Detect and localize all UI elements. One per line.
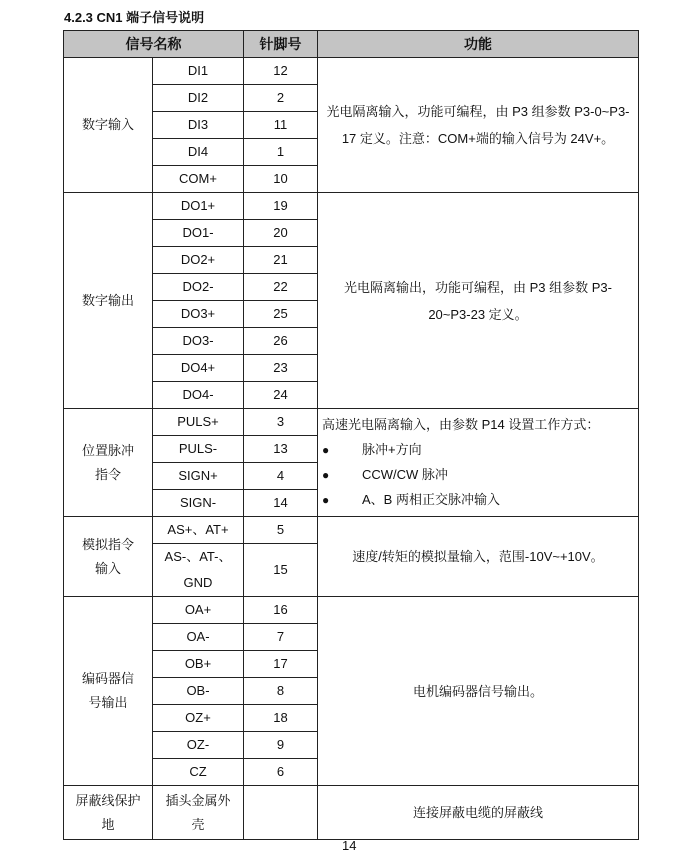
cn1-signal-table: [63, 30, 639, 840]
pin-number: 13: [244, 436, 318, 463]
pin-number: 18: [244, 705, 318, 732]
pin-number: 2: [244, 85, 318, 112]
pin-number: 14: [244, 490, 318, 517]
signal-name: DI1: [153, 58, 244, 85]
pin-number: 11: [244, 112, 318, 139]
digital-input-category: 数字输入: [64, 58, 153, 193]
pin-number: 24: [244, 382, 318, 409]
pulse-command-function: [318, 409, 639, 517]
pin-number: 3: [244, 409, 318, 436]
signal-name: PULS-: [153, 436, 244, 463]
pin-number: 9: [244, 732, 318, 759]
signal-name: DO4+: [153, 355, 244, 382]
pin-number: 17: [244, 651, 318, 678]
pin-number: 25: [244, 301, 318, 328]
bullet-item: [322, 438, 634, 463]
analog-command-function: 速度/转矩的模拟量输入，范围-10V~+10V。: [318, 517, 639, 597]
encoder-output-category: 编码器信号输出: [64, 597, 153, 786]
signal-name: CZ: [153, 759, 244, 786]
signal-name: DO2-: [153, 274, 244, 301]
analog-command-category: 模拟指令输入: [64, 517, 153, 597]
bullet-item: [322, 463, 634, 488]
bullet-icon: ●: [322, 493, 330, 507]
shield-function: 连接屏蔽电缆的屏蔽线: [318, 786, 639, 840]
signal-name: AS-、AT-、GND: [153, 544, 244, 597]
header-function: 功能: [318, 31, 639, 58]
table-row: [64, 58, 639, 85]
pin-number: 15: [244, 544, 318, 597]
bullet-text: 脉冲+方向: [362, 442, 422, 457]
signal-name: DO1+: [153, 193, 244, 220]
pin-number: 12: [244, 58, 318, 85]
signal-name: DO2+: [153, 247, 244, 274]
pin-number: 7: [244, 624, 318, 651]
signal-name: DO1-: [153, 220, 244, 247]
signal-name: PULS+: [153, 409, 244, 436]
table-row: [64, 786, 639, 840]
pin-number: 19: [244, 193, 318, 220]
signal-name: OZ+: [153, 705, 244, 732]
digital-output-function: 光电隔离输出，功能可编程，由 P3 组参数 P3-20~P3-23 定义。: [318, 193, 639, 409]
pin-number: 26: [244, 328, 318, 355]
signal-name: OB+: [153, 651, 244, 678]
bullet-icon: ●: [322, 468, 330, 482]
table-row: [64, 597, 639, 624]
pin-number: 6: [244, 759, 318, 786]
signal-name: DO4-: [153, 382, 244, 409]
signal-name: DI3: [153, 112, 244, 139]
pin-number: [244, 786, 318, 840]
encoder-output-function: 电机编码器信号输出。: [318, 597, 639, 786]
signal-name: DO3+: [153, 301, 244, 328]
table-row: [64, 517, 639, 544]
pulse-command-category: 位置脉冲指令: [64, 409, 153, 517]
section-title: 4.2.3 CN1 端子信号说明: [64, 10, 205, 25]
pin-number: 16: [244, 597, 318, 624]
bullet-icon: ●: [322, 443, 330, 457]
signal-name: OZ-: [153, 732, 244, 759]
pin-number: 21: [244, 247, 318, 274]
signal-name: DI4: [153, 139, 244, 166]
bullet-text: A、B 两相正交脉冲输入: [362, 492, 500, 507]
signal-name: COM+: [153, 166, 244, 193]
signal-name: AS+、AT+: [153, 517, 244, 544]
pin-number: 8: [244, 678, 318, 705]
signal-name: DO3-: [153, 328, 244, 355]
signal-name: 插头金属外壳: [153, 786, 244, 840]
signal-name: OB-: [153, 678, 244, 705]
digital-output-category: 数字输出: [64, 193, 153, 409]
signal-name: OA+: [153, 597, 244, 624]
pin-number: 10: [244, 166, 318, 193]
bullet-item: [322, 488, 634, 513]
signal-name: SIGN+: [153, 463, 244, 490]
pin-number: 4: [244, 463, 318, 490]
shield-category: 屏蔽线保护地: [64, 786, 153, 840]
signal-name: OA-: [153, 624, 244, 651]
signal-name: SIGN-: [153, 490, 244, 517]
bullet-text: CCW/CW 脉冲: [362, 467, 448, 482]
pin-number: 23: [244, 355, 318, 382]
function-title: 高速光电隔离输入，由参数 P14 设置工作方式：: [322, 417, 600, 432]
pin-number: 22: [244, 274, 318, 301]
page-number: 14: [342, 838, 357, 853]
header-pin: 针脚号: [244, 31, 318, 58]
digital-input-function: 光电隔离输入，功能可编程，由 P3 组参数 P3-0~P3-17 定义。注意：COM+端的输入信号为 24V+。: [318, 58, 639, 193]
signal-name: DI2: [153, 85, 244, 112]
pin-number: 1: [244, 139, 318, 166]
table-row: [64, 409, 639, 436]
pin-number: 20: [244, 220, 318, 247]
pin-number: 5: [244, 517, 318, 544]
header-signal-name: 信号名称: [64, 31, 244, 58]
table-row: [64, 193, 639, 220]
